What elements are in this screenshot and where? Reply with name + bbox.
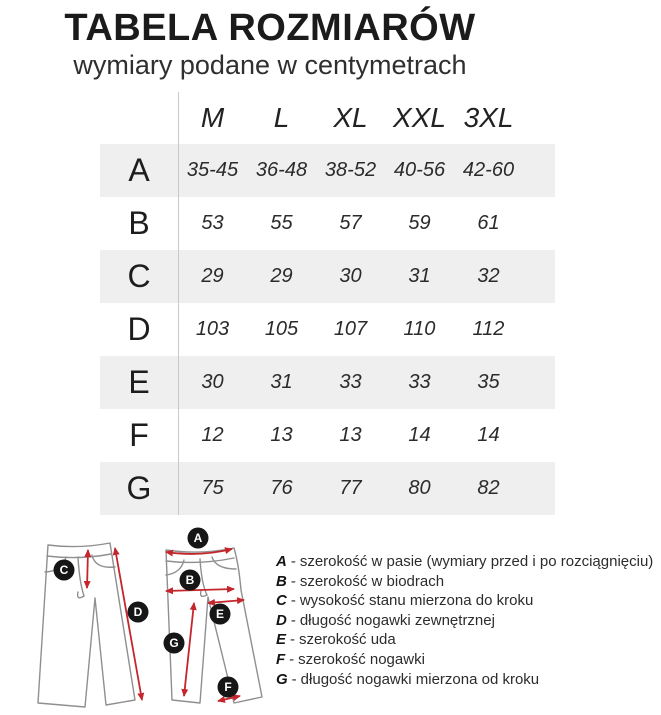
table-cell: 35 bbox=[477, 371, 500, 393]
marker-letter-c: C bbox=[59, 563, 69, 577]
row-label: E bbox=[128, 364, 150, 400]
marker-badge-c bbox=[54, 560, 75, 581]
legend-item-e bbox=[276, 630, 656, 650]
marker-letter-a: A bbox=[193, 531, 203, 545]
legend-key: F bbox=[276, 650, 286, 668]
legend-item-d bbox=[276, 611, 656, 631]
table-cell: 30 bbox=[339, 265, 362, 287]
legend-desc: szerokość w pasie (wymiary przed i po rozciągnięciu) bbox=[299, 553, 654, 570]
legend-key: G bbox=[276, 670, 288, 688]
table-cell: 12 bbox=[201, 424, 224, 446]
row-label: D bbox=[127, 311, 151, 347]
legend-item-b bbox=[276, 572, 656, 592]
marker-badge-f bbox=[218, 677, 239, 698]
table-cell: 38-52 bbox=[324, 159, 377, 181]
legend-item-g bbox=[276, 670, 656, 690]
legend-key: A bbox=[276, 553, 287, 570]
marker-badge-a bbox=[188, 528, 209, 549]
table-cell: 105 bbox=[264, 318, 299, 340]
pant-outline bbox=[166, 548, 262, 703]
legend-dash: - bbox=[290, 631, 296, 649]
table-cell: 31 bbox=[408, 265, 431, 287]
size-table bbox=[100, 92, 555, 515]
table-cell: 53 bbox=[201, 212, 224, 234]
marker-badge-b bbox=[180, 570, 201, 591]
table-cell: 31 bbox=[270, 371, 293, 393]
table-cell: 59 bbox=[408, 212, 431, 234]
table-cell: 112 bbox=[472, 318, 505, 340]
marker-letter-f: F bbox=[224, 680, 232, 694]
marker-badge-e bbox=[210, 604, 231, 625]
legend-item-f bbox=[276, 650, 656, 670]
row-label: B bbox=[128, 205, 150, 241]
table-cell: 110 bbox=[403, 318, 436, 340]
table-cell: 14 bbox=[477, 424, 500, 446]
legend-desc: długość nogawki zewnętrznej bbox=[299, 611, 495, 629]
table-cell: 32 bbox=[477, 265, 500, 287]
table-cell: 76 bbox=[270, 477, 293, 499]
legend-desc: długość nogawki mierzona od kroku bbox=[300, 670, 540, 688]
column-header-m: M bbox=[200, 102, 225, 133]
row-label: C bbox=[127, 258, 151, 294]
table-cell: 82 bbox=[477, 477, 500, 499]
table-column-divider bbox=[178, 92, 179, 515]
table-cell: 14 bbox=[408, 424, 431, 446]
table-cell: 107 bbox=[333, 318, 368, 340]
column-header-3xl: 3XL bbox=[463, 102, 514, 133]
table-cell: 77 bbox=[339, 477, 362, 499]
legend-dash: - bbox=[290, 553, 296, 570]
row-label: G bbox=[126, 470, 152, 506]
column-header-xl: XL bbox=[333, 102, 368, 133]
page-header bbox=[0, 8, 540, 80]
table-cell: 61 bbox=[477, 212, 500, 234]
legend-desc: wysokość stanu mierzona do kroku bbox=[299, 592, 534, 610]
table-cell: 80 bbox=[408, 477, 431, 499]
table-cell: 35-45 bbox=[186, 159, 239, 181]
marker-badge-g bbox=[164, 633, 185, 654]
table-cell: 29 bbox=[270, 265, 293, 287]
table-header-row bbox=[100, 92, 555, 144]
legend-desc: szerokość w biodrach bbox=[299, 572, 445, 590]
legend-dash: - bbox=[290, 572, 296, 590]
measure-legend bbox=[276, 552, 656, 689]
table-cell: 33 bbox=[339, 371, 362, 393]
marker-letter-d: D bbox=[133, 605, 143, 619]
pants-diagram-measures bbox=[146, 525, 278, 715]
table-cell: 57 bbox=[339, 212, 362, 234]
legend-key: E bbox=[276, 631, 287, 649]
column-header-xxl: XXL bbox=[393, 102, 446, 133]
table-row bbox=[100, 303, 555, 356]
legend-key: C bbox=[276, 592, 287, 610]
table-row bbox=[100, 144, 555, 197]
page-subtitle: wymiary podane w centymetrach bbox=[73, 49, 467, 80]
marker-letter-g: G bbox=[169, 636, 179, 650]
table-cell: 42-60 bbox=[462, 159, 515, 181]
row-label: F bbox=[129, 417, 149, 453]
table-cell: 55 bbox=[270, 212, 293, 234]
legend-item-a bbox=[276, 552, 656, 572]
table-cell: 36-48 bbox=[255, 159, 308, 181]
legend-dash: - bbox=[289, 650, 295, 668]
legend-dash: - bbox=[290, 592, 296, 610]
table-cell: 30 bbox=[201, 371, 224, 393]
legend-dash: - bbox=[290, 611, 296, 629]
table-cell: 75 bbox=[201, 477, 224, 499]
table-row bbox=[100, 462, 555, 515]
marker-letter-e: E bbox=[215, 607, 225, 621]
measure-arrow-c bbox=[87, 550, 88, 588]
table-cell: 33 bbox=[408, 371, 431, 393]
pant-outline bbox=[38, 543, 135, 707]
table-cell: 13 bbox=[270, 424, 293, 446]
table-row bbox=[100, 409, 555, 462]
table-cell: 103 bbox=[195, 318, 230, 340]
legend-key: B bbox=[276, 572, 287, 590]
pants-diagram-front bbox=[28, 533, 152, 715]
column-header-l: L bbox=[273, 102, 290, 133]
marker-letter-b: B bbox=[185, 573, 195, 587]
table-cell: 13 bbox=[339, 424, 362, 446]
legend-desc: szerokość uda bbox=[299, 631, 396, 649]
legend-desc: szerokość nogawki bbox=[298, 650, 425, 668]
table-row bbox=[100, 356, 555, 409]
legend-item-c bbox=[276, 591, 656, 611]
row-label: A bbox=[128, 152, 150, 188]
legend-key: D bbox=[276, 611, 287, 629]
table-row bbox=[100, 197, 555, 250]
legend-dash: - bbox=[291, 670, 297, 688]
page-title: TABELA ROZMIARÓW bbox=[64, 7, 476, 49]
table-cell: 29 bbox=[201, 265, 224, 287]
table-row bbox=[100, 250, 555, 303]
table-cell: 40-56 bbox=[393, 159, 446, 181]
